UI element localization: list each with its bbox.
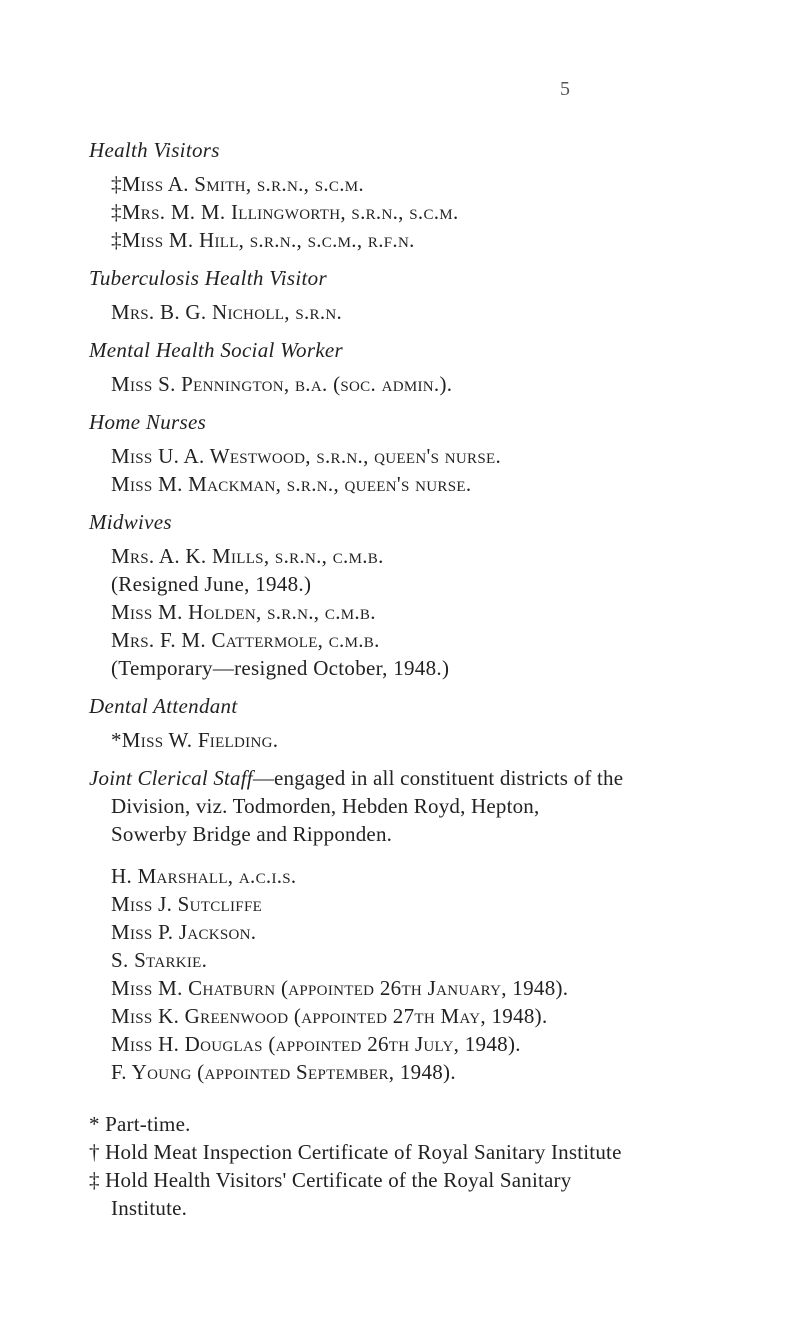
footnote-health-line1: ‡ Hold Health Visitors' Certificate of the Royal Sanitary (89, 1168, 572, 1192)
footnote-health-visitors (89, 1166, 769, 1222)
staff-entry: Mrs. F. M. Cattermole, c.m.b. (111, 628, 380, 652)
midwives-section (89, 508, 769, 682)
staff-entry: H. Marshall, a.c.i.s. (111, 864, 297, 888)
staff-entry: ‡Miss M. Hill, s.r.n., s.c.m., r.f.n. (111, 228, 415, 252)
tb-visitor-heading: Tuberculosis Health Visitor (89, 266, 327, 290)
tb-visitor-section (89, 264, 769, 326)
staff-entry: S. Starkie. (111, 948, 208, 972)
home-nurses-heading: Home Nurses (89, 410, 207, 434)
staff-entry: Miss M. Holden, s.r.n., c.m.b. (111, 600, 376, 624)
home-nurses-section (89, 408, 769, 498)
staff-entry: Mrs. B. G. Nicholl, s.r.n. (111, 300, 343, 324)
staff-entry: Miss S. Pennington, b.a. (soc. admin.). (111, 372, 453, 396)
dental-heading: Dental Attendant (89, 694, 238, 718)
staff-entry: Miss M. Chatburn (appointed 26th January, 1948). (111, 976, 569, 1000)
page-number: 5 (560, 78, 570, 100)
mental-health-section (89, 336, 769, 398)
staff-entry: Miss U. A. Westwood, s.r.n., queen's nurse. (111, 444, 501, 468)
footnote-health-line2: Institute. (111, 1196, 188, 1220)
footnote-meat-inspection: † Hold Meat Inspection Certificate of Royal Sanitary Institute (89, 1140, 622, 1164)
staff-entry: *Miss W. Fielding. (111, 728, 279, 752)
staff-entry: Miss H. Douglas (appointed 26th July, 1948). (111, 1032, 521, 1056)
mental-health-heading: Mental Health Social Worker (89, 338, 344, 362)
staff-entry: Miss K. Greenwood (appointed 27th May, 1948). (111, 1004, 548, 1028)
footnote-part-time: * Part-time. (89, 1112, 191, 1136)
staff-entry: Mrs. A. K. Mills, s.r.n., c.m.b. (111, 544, 384, 568)
staff-entry: ‡Mrs. M. M. Illingworth, s.r.n., s.c.m. (111, 200, 459, 224)
staff-entry: Miss J. Sutcliffe (111, 892, 263, 916)
staff-entry: ‡Miss A. Smith, s.r.n., s.c.m. (111, 172, 364, 196)
health-visitors-section (89, 136, 769, 254)
midwives-heading: Midwives (89, 510, 172, 534)
staff-entry: F. Young (appointed September, 1948). (111, 1060, 456, 1084)
staff-note: (Resigned June, 1948.) (111, 572, 312, 596)
dental-section (89, 692, 769, 754)
clerical-section (89, 764, 769, 1086)
staff-entry: Miss M. Mackman, s.r.n., queen's nurse. (111, 472, 472, 496)
clerical-intro-line2: Division, viz. Todmorden, Hebden Royd, Hepton, (111, 794, 540, 818)
clerical-intro-line3: Sowerby Bridge and Ripponden. (111, 822, 393, 846)
health-visitors-heading: Health Visitors (89, 138, 220, 162)
footnotes (89, 1110, 769, 1222)
staff-entry: Miss P. Jackson. (111, 920, 257, 944)
staff-note: (Temporary—resigned October, 1948.) (111, 656, 450, 680)
staff-list (89, 136, 769, 1222)
clerical-intro-line1: —engaged in all constituent districts of the (252, 766, 624, 790)
clerical-heading: Joint Clerical Staff (89, 766, 253, 790)
clerical-intro (89, 764, 769, 848)
